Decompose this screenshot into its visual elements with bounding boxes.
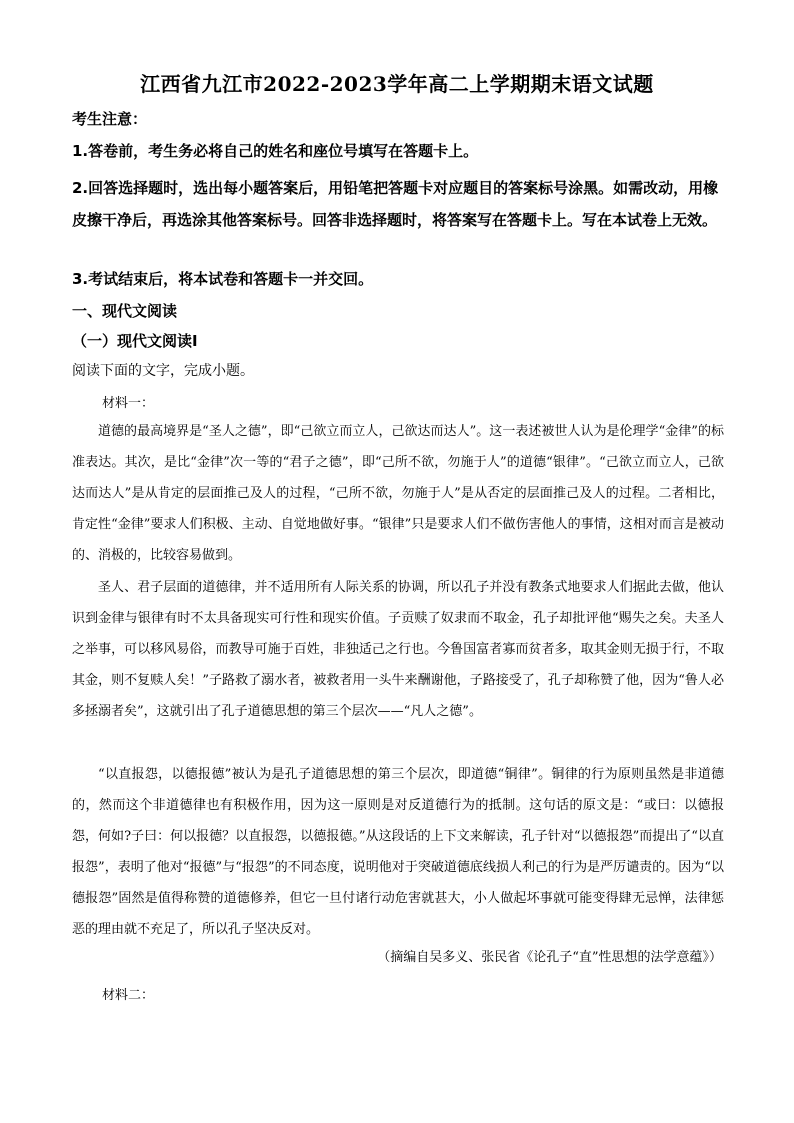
notice-item-1: 1.答卷前，考生务必将自己的姓名和座位号填写在答题卡上。 [72,142,479,160]
notice-item-2: 2.回答选择题时，选出每小题答案后，用铅笔把答题卡对应题目的答案标号涂黑。如需改动，用橡皮擦干净后，再选涂其他答案标号。回答非选择题时，将答案写在答题卡上。写在本试卷上无效。 [72,179,719,229]
reading-instruction: 阅读下面的文字，完成小题。 [72,363,254,379]
notice-label: 考生注意： [72,110,148,128]
material-1-paragraph-3: “以直报怨，以德报德”被认为是孔子道德思想的第三个层次，即道德“铜律”。铜律的行为原则虽然是非道德的，然而这个非道德律也有积极作用，因为这一原则是对反道德行为的抵制。这句话的原文是：“或曰：以德报怨，何如?子曰：何以报德？以直报怨，以德报德。”从这段话的上下文来解读，孔子针对“以德报怨”而提出了“以直报怨”，表明了他对“报德”与“报怨”的不同态度，说明他对于突破道德底线损人利己的行为是严厉谴责的。因为“以德报怨”固然是值得称赞的道德修养，但它一旦付诸行动危害就甚大，小人做起坏事就可能变得肆无忌惮，法律惩恶的理由就不充足了，所以孔子坚决反对。 [72,767,724,937]
material-1-source: （摘编自吴多义、张民省《论孔子“直”性思想的法学意蕴》） [377,950,722,965]
section-subheading: （一）现代文阅读Ⅰ [72,332,198,350]
material-1-paragraph-2: 圣人、君子层面的道德律，并不适用所有人际关系的协调，所以孔子并没有教条式地要求人们据此去做，他认识到金律与银律有时不太具备现实可行性和现实价值。子贡赎了奴隶而不取金，孔子却批评他“赐失之矣。夫圣人之举事，可以移风易俗，而教导可施于百姓，非独适己之行也。今鲁国富者寡而贫者多，取其金则无损于行，不取其金，则不复赎人矣！”子路救了溺水者，被救者用一头牛来酬谢他，子路接受了，孔子却称赞了他，因为“鲁人必多拯溺者矣”，这就引出了孔子道德思想的第三个层次——“凡人之德”。 [72,580,724,719]
section-heading: 一、现代文阅读 [72,302,178,320]
page-title: 江西省九江市2022-2023学年高二上学期期末语文试题 [140,72,654,96]
material-2-label: 材料二： [102,988,155,1003]
material-1-paragraph-1: 道德的最高境界是“圣人之德”，即“己欲立而立人，己欲达而达人”。这一表述被世人认为是伦理学“金律”的标准表达。其次，是比“金律”次一等的“君子之德”，即“己所不欲，勿施于人”的道德“银律”。“己欲立而立人，己欲达而达人”是从肯定的层面推己及人的过程，“己所不欲，勿施于人”是从否定的层面推己及人的过程。二者相比，肯定性“金律”要求人们积极、主动、自觉地做好事。“银律”只是要求人们不做伤害他人的事情，这相对而言是被动的、消极的，比较容易做到。 [72,424,724,563]
material-1-label: 材料一： [102,396,155,411]
notice-item-3: 3.考试结束后，将本试卷和答题卡一并交回。 [72,270,374,288]
